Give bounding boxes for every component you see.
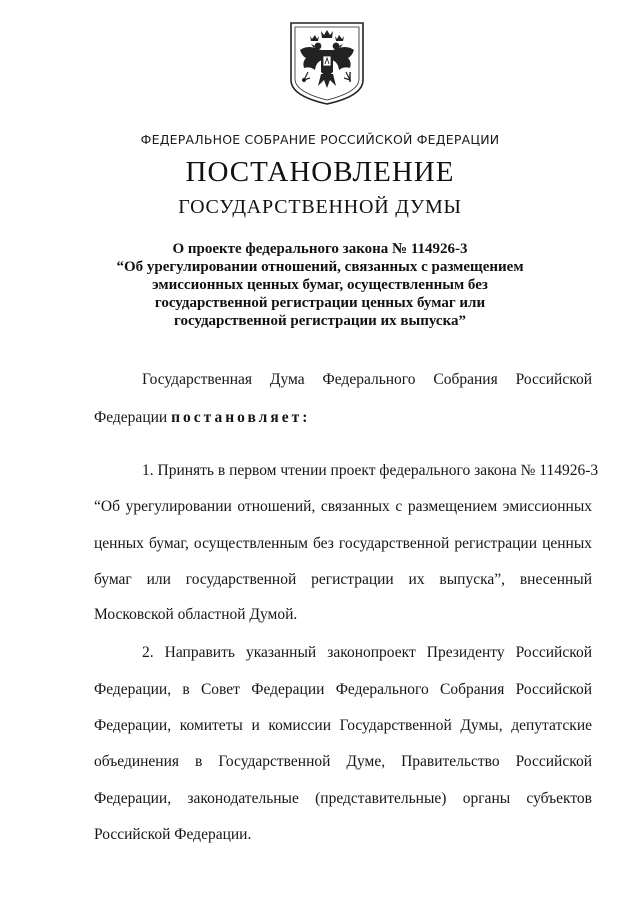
- paragraph-1-line: “Об урегулировании отношений, связанных с размещением эмиссионных: [94, 498, 592, 515]
- paragraph-2-line: Федерации, в Совет Федерации Федерального Собрания Российской: [94, 681, 592, 698]
- double-headed-eagle-emblem-icon: [288, 20, 366, 106]
- decree-verb: постановляет:: [171, 409, 311, 426]
- parliament-name: ФЕДЕРАЛЬНОЕ СОБРАНИЕ РОССИЙСКОЙ ФЕДЕРАЦИИ: [140, 132, 500, 147]
- preamble-text: Федерации: [94, 409, 168, 426]
- paragraph-2-line: Российской Федерации.: [94, 826, 252, 843]
- heading-line: “Об урегулировании отношений, связанных с размещением: [116, 259, 524, 275]
- heading-line: государственной регистрации ценных бумаг или: [154, 295, 486, 311]
- resolution-heading: [110, 240, 530, 330]
- paragraph-1-line: 1. Принять в первом чтении проект федерального закона № 114926-3: [142, 462, 599, 479]
- paragraph-1-line: Московской областной Думой.: [94, 606, 298, 623]
- preamble-line: [94, 408, 592, 428]
- paragraph-2-line: объединения в Государственной Думе, Правительство Российской: [94, 753, 592, 770]
- preamble-line: Государственная Дума Федерального Собрания Российской: [142, 371, 592, 388]
- paragraph-2-line: Федерации, комитеты и комиссии Государственной Думы, депутатские: [94, 717, 592, 734]
- heading-line: эмиссионных ценных бумаг, осуществленным без: [152, 277, 488, 293]
- heading-line: государственной регистрации их выпуска”: [174, 313, 466, 329]
- paragraph-1-line: бумаг или государственной регистрации их выпуска”, внесенный: [94, 571, 592, 588]
- paragraph-2-line: Федерации, законодательные (представительные) органы субъектов: [94, 790, 592, 807]
- document-issuer-subtitle: ГОСУДАРСТВЕННОЙ ДУМЫ: [178, 196, 462, 218]
- paragraph-1-line: ценных бумаг, осуществленным без государственной регистрации ценных: [94, 535, 592, 552]
- document-type-title: ПОСТАНОВЛЕНИЕ: [185, 156, 455, 188]
- paragraph-2-line: 2. Направить указанный законопроект Президенту Российской: [142, 644, 592, 661]
- heading-line: О проекте федерального закона № 114926-3: [172, 241, 468, 257]
